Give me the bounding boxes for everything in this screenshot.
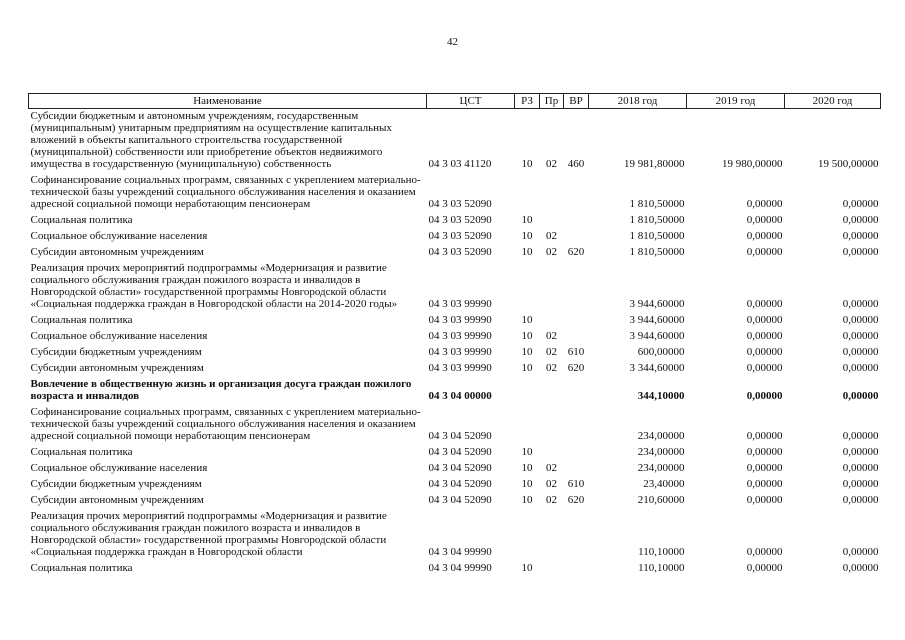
cell-rz xyxy=(515,173,540,213)
table-row xyxy=(29,245,881,261)
cell-rz: 10 xyxy=(521,330,533,342)
cell-name: Социальная политика xyxy=(30,314,133,326)
cell-2018: 1 810,50000 xyxy=(629,198,685,210)
cell-vr: 620 xyxy=(567,494,585,506)
table-row xyxy=(29,329,881,345)
cell-cst: 04 3 04 99990 xyxy=(428,546,492,558)
cell-pr xyxy=(540,213,564,229)
header-name: Наименование xyxy=(29,94,427,109)
cell-2018: 234,00000 xyxy=(637,462,685,474)
cell-pr xyxy=(540,445,564,461)
cell-cst: 04 3 03 41120 xyxy=(428,158,492,170)
cell-2019: 0,00000 xyxy=(746,330,783,342)
cell-2020: 0,00000 xyxy=(842,362,879,374)
cell-cst: 04 3 04 00000 xyxy=(428,390,492,402)
cell-vr xyxy=(564,229,589,245)
cell-2020: 0,00000 xyxy=(842,346,879,358)
cell-2018: 344,10000 xyxy=(637,390,685,402)
cell-vr xyxy=(564,173,589,213)
table-row xyxy=(29,509,881,561)
cell-2020: 0,00000 xyxy=(842,314,879,326)
table-row xyxy=(29,213,881,229)
cell-cst: 04 3 04 52090 xyxy=(428,478,492,490)
cell-vr xyxy=(564,445,589,461)
cell-2020: 0,00000 xyxy=(842,494,879,506)
cell-name: Социальная политика xyxy=(30,562,133,574)
table-body xyxy=(29,109,881,578)
cell-2020: 0,00000 xyxy=(842,298,879,310)
cell-pr xyxy=(540,261,564,313)
cell-name: Социальное обслуживание населения xyxy=(30,330,208,342)
cell-2018: 234,00000 xyxy=(637,430,685,442)
cell-vr xyxy=(564,261,589,313)
table-row xyxy=(29,477,881,493)
cell-2019: 0,00000 xyxy=(746,430,783,442)
cell-name: Вовлечение в общественную жизнь и организация досуга граждан пожилого возраста и инвалидов xyxy=(30,378,412,402)
cell-name: Субсидии бюджетным учреждениям xyxy=(30,346,202,358)
cell-cst: 04 3 04 52090 xyxy=(428,494,492,506)
cell-pr xyxy=(540,313,564,329)
cell-2020: 0,00000 xyxy=(842,430,879,442)
cell-2019: 0,00000 xyxy=(746,494,783,506)
cell-2020: 0,00000 xyxy=(842,546,879,558)
cell-2019: 19 980,00000 xyxy=(722,158,783,170)
cell-cst: 04 3 03 52090 xyxy=(428,230,492,242)
cell-2019: 0,00000 xyxy=(746,362,783,374)
cell-name: Социальная политика xyxy=(30,214,133,226)
cell-2018: 3 344,60000 xyxy=(629,362,685,374)
cell-rz: 10 xyxy=(521,478,533,490)
cell-rz xyxy=(515,509,540,561)
cell-rz: 10 xyxy=(521,562,533,574)
table-row xyxy=(29,313,881,329)
cell-vr xyxy=(564,561,589,577)
cell-2020: 0,00000 xyxy=(842,462,879,474)
budget-table xyxy=(28,93,881,577)
cell-pr: 02 xyxy=(546,246,557,258)
cell-2018: 210,60000 xyxy=(637,494,685,506)
cell-vr: 620 xyxy=(567,362,585,374)
cell-2018: 1 810,50000 xyxy=(629,214,685,226)
header-pr: Пр xyxy=(540,94,564,109)
cell-2019: 0,00000 xyxy=(746,562,783,574)
cell-cst: 04 3 04 52090 xyxy=(428,430,492,442)
cell-cst: 04 3 03 52090 xyxy=(428,214,492,226)
cell-2018: 110,10000 xyxy=(638,562,685,574)
cell-2019: 0,00000 xyxy=(746,462,783,474)
cell-rz xyxy=(515,405,540,445)
cell-pr xyxy=(540,509,564,561)
cell-cst: 04 3 03 99990 xyxy=(428,346,492,358)
cell-pr: 02 xyxy=(546,230,557,242)
cell-rz: 10 xyxy=(521,494,533,506)
table-row xyxy=(29,229,881,245)
cell-cst: 04 3 03 52090 xyxy=(428,198,492,210)
cell-2020: 0,00000 xyxy=(842,446,879,458)
cell-pr: 02 xyxy=(546,362,557,374)
cell-rz: 10 xyxy=(521,462,533,474)
table-row xyxy=(29,461,881,477)
cell-name: Субсидии автономным учреждениям xyxy=(30,362,204,374)
cell-vr xyxy=(564,213,589,229)
cell-2019: 0,00000 xyxy=(746,298,783,310)
cell-pr xyxy=(540,377,564,405)
table-row xyxy=(29,377,881,405)
cell-2020: 0,00000 xyxy=(842,330,879,342)
cell-rz: 10 xyxy=(521,246,533,258)
cell-vr xyxy=(564,461,589,477)
table-row xyxy=(29,405,881,445)
table-row xyxy=(29,493,881,509)
cell-2018: 234,00000 xyxy=(637,446,685,458)
cell-name: Субсидии бюджетным и автономным учреждениям, государственным (муниципальным) унитарным предприятиям на осуществление капитальных вложений в объекты капитального строительства государственной (муниципальной) собственности или приобретение объектов недвижимого имущества в государственную (муниципальную) собственность xyxy=(30,110,392,170)
cell-rz xyxy=(515,377,540,405)
cell-vr xyxy=(564,405,589,445)
cell-2020: 0,00000 xyxy=(842,562,879,574)
cell-name: Софинансирование социальных программ, связанных с укреплением материально-технической базы учреждений социального обслуживания населения и оказанием адресной социальной помощи неработающим пенсионерам xyxy=(30,174,421,210)
cell-2018: 3 944,60000 xyxy=(629,314,685,326)
cell-2019: 0,00000 xyxy=(746,230,783,242)
header-vr: ВР xyxy=(564,94,589,109)
header-rz: РЗ xyxy=(515,94,540,109)
cell-2019: 0,00000 xyxy=(746,546,783,558)
cell-pr xyxy=(540,405,564,445)
cell-cst: 04 3 04 99990 xyxy=(428,562,492,574)
table-row xyxy=(29,345,881,361)
cell-pr: 02 xyxy=(546,494,557,506)
cell-2018: 1 810,50000 xyxy=(629,230,685,242)
cell-2019: 0,00000 xyxy=(746,214,783,226)
cell-cst: 04 3 03 99990 xyxy=(428,330,492,342)
cell-vr xyxy=(564,377,589,405)
cell-vr xyxy=(564,313,589,329)
header-2019: 2019 год xyxy=(687,94,785,109)
cell-2018: 600,00000 xyxy=(637,346,685,358)
cell-vr: 620 xyxy=(567,246,585,258)
cell-rz: 10 xyxy=(521,314,533,326)
cell-2018: 19 981,80000 xyxy=(624,158,685,170)
cell-rz xyxy=(515,261,540,313)
table-row xyxy=(29,109,881,174)
table-row xyxy=(29,173,881,213)
cell-2018: 1 810,50000 xyxy=(629,246,685,258)
cell-vr xyxy=(564,329,589,345)
cell-2020: 0,00000 xyxy=(842,246,879,258)
cell-name: Реализация прочих мероприятий подпрограммы «Модернизация и развитие социального обслуживания граждан пожилого возраста и инвалидов в Новгородской области» государственной программы Новгородской области «Социальная поддержка граждан в Новгородской области xyxy=(30,510,387,558)
cell-name: Субсидии автономным учреждениям xyxy=(30,246,204,258)
cell-2020: 0,00000 xyxy=(842,390,879,402)
cell-pr: 02 xyxy=(546,158,557,170)
cell-2019: 0,00000 xyxy=(746,314,783,326)
cell-2020: 0,00000 xyxy=(842,214,879,226)
cell-2019: 0,00000 xyxy=(746,346,783,358)
cell-name: Субсидии бюджетным учреждениям xyxy=(30,478,202,490)
cell-name: Социальное обслуживание населения xyxy=(30,230,208,242)
cell-rz: 10 xyxy=(521,346,533,358)
cell-cst: 04 3 04 52090 xyxy=(428,462,492,474)
cell-pr xyxy=(540,173,564,213)
cell-rz: 10 xyxy=(521,362,533,374)
cell-cst: 04 3 03 99990 xyxy=(428,314,492,326)
page-number: 42 xyxy=(447,36,458,48)
cell-2020: 0,00000 xyxy=(842,198,879,210)
cell-cst: 04 3 03 99990 xyxy=(428,362,492,374)
header-cst: ЦСТ xyxy=(427,94,515,109)
table-row xyxy=(29,361,881,377)
cell-2019: 0,00000 xyxy=(746,390,783,402)
table-row xyxy=(29,561,881,577)
cell-name: Софинансирование социальных программ, связанных с укреплением материально-технической базы учреждений социального обслуживания населения и оказанием адресной социальной помощи неработающим пенсионерам xyxy=(30,406,421,442)
header-2020: 2020 год xyxy=(785,94,881,109)
table-header xyxy=(29,94,881,109)
cell-pr: 02 xyxy=(546,462,557,474)
cell-2020: 0,00000 xyxy=(842,230,879,242)
cell-2018: 3 944,60000 xyxy=(629,330,685,342)
table-row xyxy=(29,261,881,313)
cell-2020: 0,00000 xyxy=(842,478,879,490)
cell-vr xyxy=(564,509,589,561)
cell-2019: 0,00000 xyxy=(746,478,783,490)
cell-vr: 610 xyxy=(567,346,585,358)
cell-vr: 460 xyxy=(567,158,585,170)
cell-cst: 04 3 03 52090 xyxy=(428,246,492,258)
cell-2020: 19 500,00000 xyxy=(818,158,879,170)
cell-2018: 3 944,60000 xyxy=(629,298,685,310)
cell-name: Реализация прочих мероприятий подпрограммы «Модернизация и развитие социального обслуживания граждан пожилого возраста и инвалидов в Новгородской области» государственной программы Новгородской области «Социальная поддержка граждан в Новгородской области на 2014-2020 годы» xyxy=(30,262,398,310)
cell-cst: 04 3 04 52090 xyxy=(428,446,492,458)
cell-name: Субсидии автономным учреждениям xyxy=(30,494,204,506)
cell-2019: 0,00000 xyxy=(746,198,783,210)
cell-cst: 04 3 03 99990 xyxy=(428,298,492,310)
cell-pr: 02 xyxy=(546,330,557,342)
cell-vr: 610 xyxy=(567,478,585,490)
cell-2019: 0,00000 xyxy=(746,246,783,258)
cell-pr: 02 xyxy=(546,346,557,358)
cell-rz: 10 xyxy=(521,214,533,226)
cell-rz: 10 xyxy=(521,230,533,242)
cell-name: Социальная политика xyxy=(30,446,133,458)
cell-pr: 02 xyxy=(546,478,557,490)
cell-rz: 10 xyxy=(521,446,533,458)
cell-2018: 110,10000 xyxy=(638,546,685,558)
cell-pr xyxy=(540,561,564,577)
cell-name: Социальное обслуживание населения xyxy=(30,462,208,474)
table-row xyxy=(29,445,881,461)
header-2018: 2018 год xyxy=(589,94,687,109)
cell-rz: 10 xyxy=(521,158,533,170)
cell-2019: 0,00000 xyxy=(746,446,783,458)
cell-2018: 23,40000 xyxy=(643,478,685,490)
